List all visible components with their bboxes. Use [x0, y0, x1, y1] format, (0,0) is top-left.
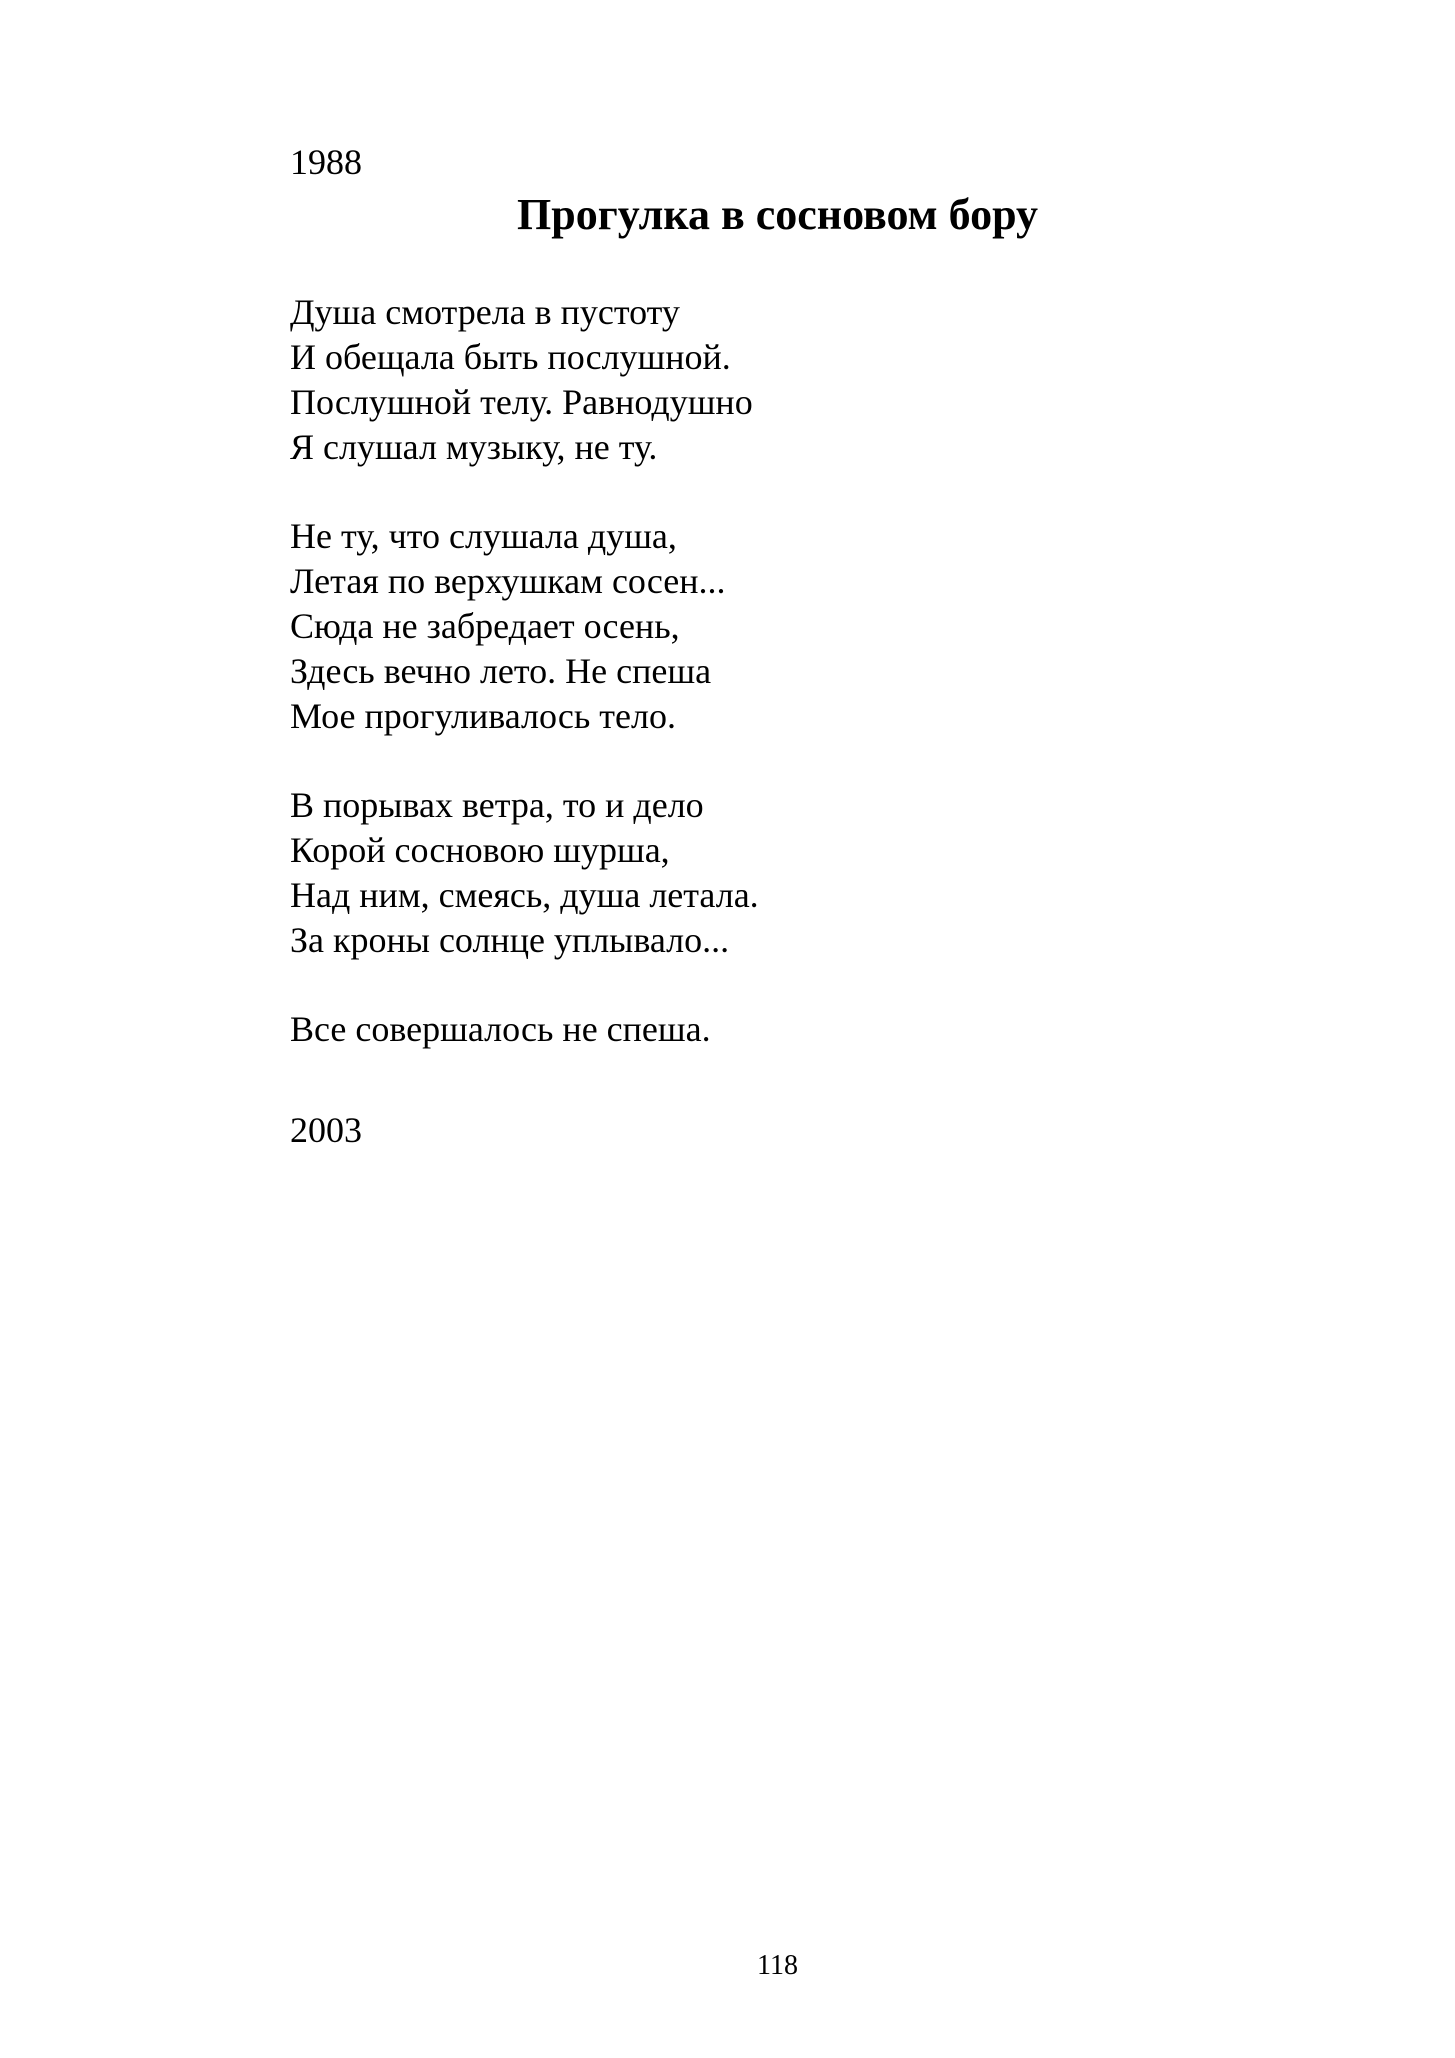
poem-line: В порывах ветра, то и дело — [290, 785, 704, 825]
poem-title: Прогулка в сосновом бору — [517, 190, 1038, 239]
heading-year: 1988 — [290, 142, 362, 182]
poem-line: Над ним, смеясь, душа летала. — [290, 875, 759, 915]
poem-line: Душа смотрела в пустоту — [290, 292, 680, 332]
stanza-3 — [290, 783, 759, 963]
stanza-1 — [290, 290, 759, 470]
poem-line: Летая по верхушкам сосен... — [290, 561, 726, 601]
poem-line: Послушной телу. Равнодушно — [290, 382, 753, 422]
poem-line: Сюда не забредает осень, — [290, 606, 680, 646]
poem-line: Корой сосновою шурша, — [290, 830, 670, 870]
stanza-2 — [290, 514, 759, 739]
poem-line: Все совершалось не спеша. — [290, 1009, 711, 1049]
poem-line: Не ту, что слушала душа, — [290, 516, 677, 556]
poem-line: Мое прогуливалось тело. — [290, 696, 676, 736]
poem-line: Здесь вечно лето. Не спеша — [290, 651, 712, 691]
poem-line: И обещала быть послушной. — [290, 337, 731, 377]
poem-line: Я слушал музыку, не ту. — [290, 427, 658, 467]
page-number: 118 — [757, 1950, 798, 1981]
poem-body — [290, 290, 759, 1096]
poem-line: За кроны солнце уплывало... — [290, 920, 730, 960]
closing-year: 2003 — [290, 1110, 362, 1150]
stanza-4 — [290, 1007, 759, 1052]
